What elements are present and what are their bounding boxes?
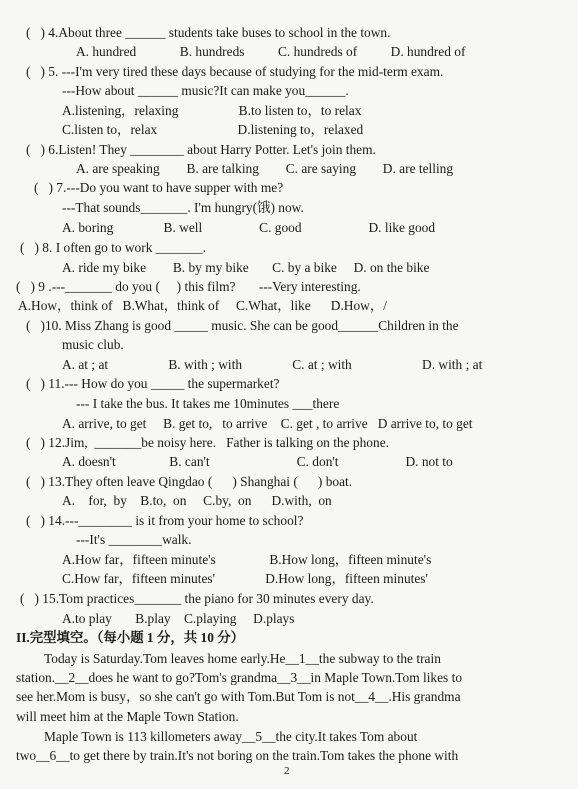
q6-options: A. are speaking B. are talking C. are saying D. are telling <box>76 161 454 176</box>
q6-stem: ( ) 6.Listen! They ________ about Harry Potter. Let's join them. <box>26 142 376 157</box>
q5-options-ab: A.listening，relaxing B.to listen to，to relax <box>62 103 362 118</box>
q15-stem: ( ) 15.Tom practices_______ the piano for 30 minutes every day. <box>20 591 374 606</box>
q13-options: A. for, by B.to, on C.by, on D.with, on <box>62 493 332 508</box>
q14-options-ab: A.How far，fifteen minute's B.How long，fifteen minute's <box>62 552 432 567</box>
q4-stem: ( ) 4.About three ______ students take buses to school in the town. <box>26 25 391 40</box>
q9-stem: ( ) 9 .---_______ do you ( ) this film? ---Very interesting. <box>16 279 361 294</box>
q4-options: A. hundred B. hundreds C. hundreds of D. hundred of <box>76 44 466 59</box>
q7-stem-2: ---That sounds_______. I'm hungry(饿) now. <box>62 200 304 215</box>
q8-options: A. ride my bike B. by my bike C. by a bike D. on the bike <box>62 260 430 275</box>
q11-options: A. arrive, to get B. get to, to arrive C. get , to arrive D arrive to, to get <box>62 416 473 431</box>
q8-stem: ( ) 8. I often go to work _______. <box>20 240 206 255</box>
q5-stem: ( ) 5. ---I'm very tired these days because of studying for the mid-term exam. <box>26 64 444 79</box>
q14-stem-2: ---It's ________walk. <box>76 532 192 547</box>
passage-line-3: see her.Mom is busy，so she can't go with Tom.But Tom is not__4__.His grandma <box>16 689 461 704</box>
q10-stem: ( )10. Miss Zhang is good _____ music. She can be good______Children in the <box>26 318 459 333</box>
passage-line-1: Today is Saturday.Tom leaves home early.He__1__the subway to the train <box>44 651 441 666</box>
q11-stem: ( ) 11.--- How do you _____ the supermarket? <box>26 376 280 391</box>
q10-options: A. at ; at B. with ; with C. at ; with D. with ; at <box>62 357 483 372</box>
q5-options-cd: C.listen to，relax D.listening to，relaxed <box>62 122 364 137</box>
q14-options-cd: C.How far，fifteen minutes' D.How long，fifteen minutes' <box>62 571 428 586</box>
q14-stem: ( ) 14.---________ is it from your home to school? <box>26 513 304 528</box>
q12-stem: ( ) 12.Jim, _______be noisy here. Father is talking on the phone. <box>26 435 389 450</box>
passage-line-4: will meet him at the Maple Town Station. <box>16 709 239 724</box>
q11-stem-2: --- I take the bus. It takes me 10minutes ___there <box>76 396 340 411</box>
q15-options: A.to play B.play C.playing D.plays <box>62 611 295 626</box>
q5-stem-2: ---How about ______ music?It can make you______. <box>62 83 349 98</box>
q7-stem: ( ) 7.---Do you want to have supper with me? <box>34 180 284 195</box>
section-heading: II.完型填空。（每小题 1 分，共 10 分） <box>16 630 245 645</box>
passage-line-2: station.__2__does he want to go?Tom's grandma__3__in Maple Town.Tom likes to <box>16 670 463 685</box>
passage-line-6: two__6__to get there by train.It's not boring on the train.Tom takes the phone with <box>16 748 459 763</box>
q13-stem: ( ) 13.They often leave Qingdao ( ) Shanghai ( ) boat. <box>26 474 353 489</box>
q9-options: A.How，think of B.What，think of C.What，like D.How，/ <box>18 298 387 313</box>
passage-line-5: Maple Town is 113 killometers away__5__the city.It takes Tom about <box>44 729 418 744</box>
q10-stem-2: music club. <box>62 337 124 352</box>
q7-options: A. boring B. well C. good D. like good <box>62 220 436 235</box>
q12-options: A. doesn't B. can't C. don't D. not to <box>62 454 453 469</box>
page-number: 2 <box>284 765 290 777</box>
